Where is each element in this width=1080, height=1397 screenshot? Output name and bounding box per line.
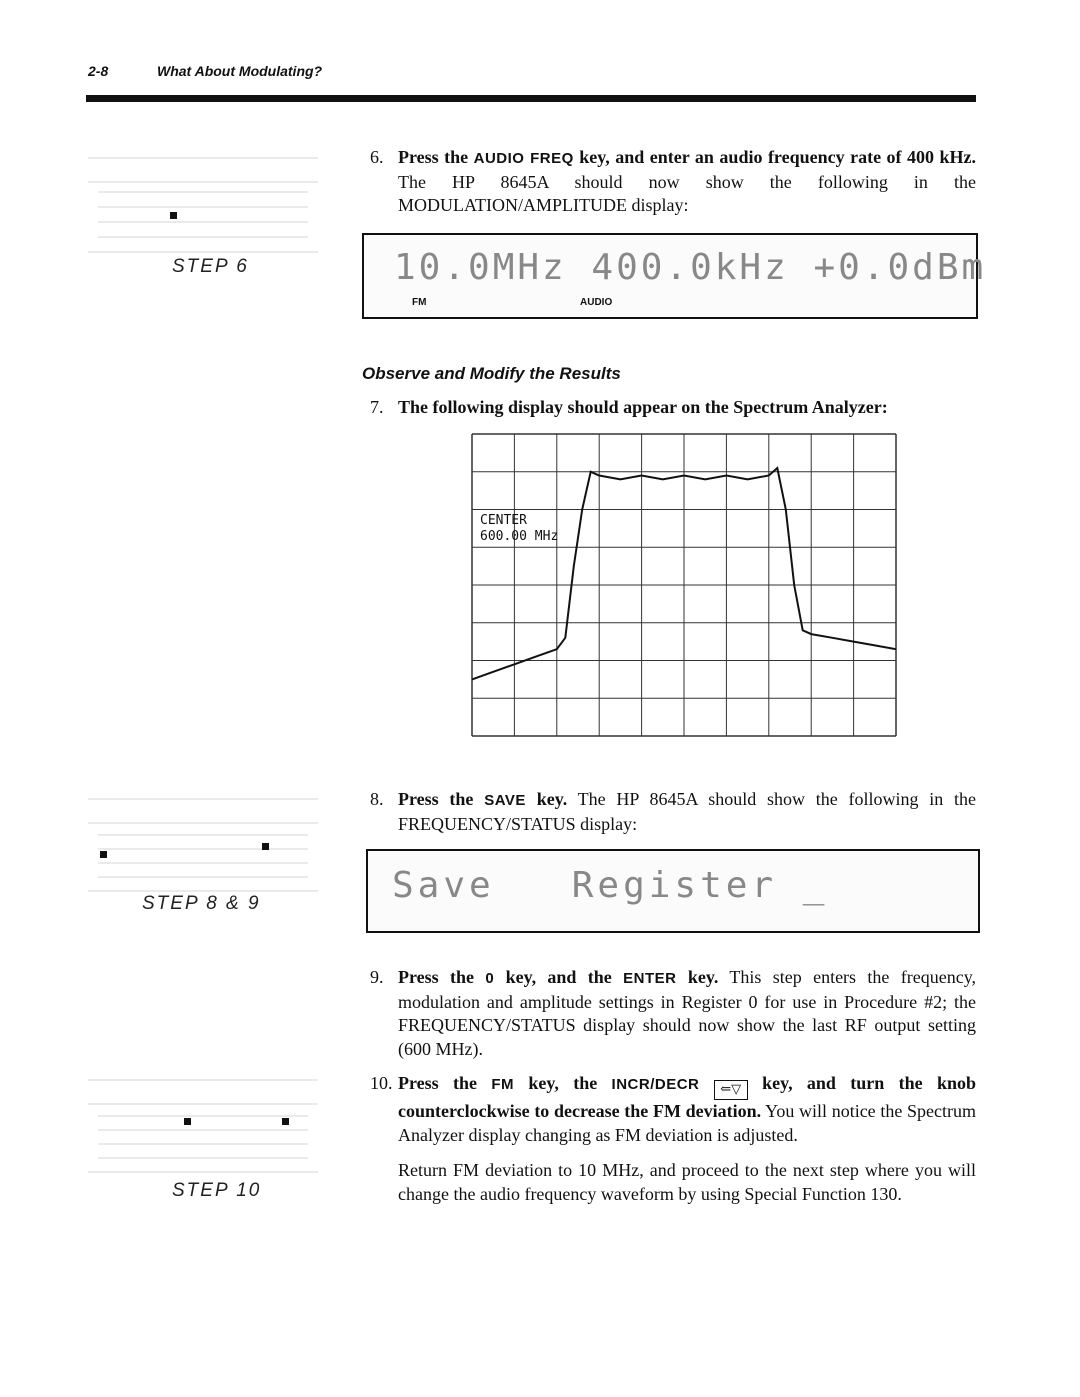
lcd-label-audio: AUDIO <box>580 297 613 308</box>
step-keyword: Press the <box>398 789 474 809</box>
step-caption: STEP 10 <box>172 1180 262 1201</box>
step-keyword: Press the <box>398 967 474 987</box>
key-label-save: SAVE <box>484 792 526 809</box>
step-caption: STEP 8 & 9 <box>142 893 261 914</box>
step-keyword: key. <box>536 789 568 809</box>
step-number: 10. <box>370 1073 393 1093</box>
modulation-amplitude-display <box>362 233 987 319</box>
step-9 <box>370 966 976 1061</box>
step-text: The HP 8645A should now show the following in the MODULATION/AMPLITUDE display: <box>398 171 976 215</box>
step-keyword: key, and enter an audio frequency rate of 400 kHz. <box>579 147 977 167</box>
chart-annotation-frequency: 600.00 MHz <box>480 529 559 544</box>
step-keyword: key, and the <box>505 967 612 987</box>
frequency-status-display <box>366 849 980 933</box>
step-text: The HP 8645A should show the following in the FREQUENCY/STATUS display: <box>398 789 977 834</box>
key-label-zero: 0 <box>485 970 495 987</box>
step-number: 6. <box>370 147 384 167</box>
step-10 <box>370 1072 976 1206</box>
step-keyword: key, and turn the knob counterclockwise to decrease the FM deviation. <box>398 1073 977 1121</box>
page-title: What About Modulating? <box>157 63 323 79</box>
step-text: This step enters the frequency, modulation and amplitude settings in Register 0 for use in Procedure #2; the FREQUENCY/STATUS display should now show the last RF output setting (600 MHz). <box>398 967 977 1059</box>
highlighted-key-marker <box>262 843 269 850</box>
front-panel-sketch <box>88 1074 318 1184</box>
step-7 <box>370 396 976 420</box>
step-keyword: key. <box>687 967 719 987</box>
lcd-label-fm: FM <box>412 297 427 308</box>
front-panel-sketch <box>88 793 318 903</box>
step-keyword: key, the <box>528 1073 598 1093</box>
highlighted-key-marker <box>184 1118 191 1125</box>
chart-grid <box>472 434 896 736</box>
front-panel-sketch <box>88 152 318 262</box>
step-8 <box>370 788 976 836</box>
key-label-fm: FM <box>491 1076 515 1093</box>
step-number: 7. <box>370 397 384 417</box>
chart-annotation-center: CENTER <box>480 513 527 528</box>
lcd-readout: Save Register _ <box>392 865 829 906</box>
key-label-audio-freq: AUDIO FREQ <box>473 150 574 167</box>
front-panel-thumbnail-step8 <box>88 793 318 913</box>
incr-decr-arrow-icon: ⇐▽ <box>714 1080 748 1100</box>
step-keyword: Press the <box>398 147 469 167</box>
step-keyword: Press the <box>398 1073 477 1093</box>
key-label-enter: ENTER <box>623 970 677 987</box>
header-rule <box>86 95 976 102</box>
spectrum-analyzer-chart <box>470 432 898 738</box>
step-followup: Return FM deviation to 10 MHz, and proceed to the next step where you will change the audio frequency waveform by using Special Function 130. <box>398 1160 976 1204</box>
step-number: 8. <box>370 789 384 809</box>
front-panel-thumbnail-step6 <box>88 152 318 277</box>
section-heading: Observe and Modify the Results <box>362 364 621 383</box>
step-text: You will notice the Spectrum Analyzer display changing as FM deviation is adjusted. <box>398 1101 976 1145</box>
front-panel-thumbnail-step10 <box>88 1074 318 1201</box>
highlighted-key-marker <box>282 1118 289 1125</box>
step-text: The following display should appear on the Spectrum Analyzer: <box>398 397 888 417</box>
highlighted-key-marker <box>100 851 107 858</box>
lcd-readout: 10.0MHz 400.0kHz +0.0dBm <box>394 247 987 288</box>
step-6 <box>370 146 976 218</box>
step-number: 9. <box>370 967 384 987</box>
page-number: 2-8 <box>88 63 109 79</box>
highlighted-key-marker <box>170 212 177 219</box>
key-label-incr-decr: INCR/DECR <box>611 1076 700 1093</box>
step-caption: STEP 6 <box>172 256 249 277</box>
